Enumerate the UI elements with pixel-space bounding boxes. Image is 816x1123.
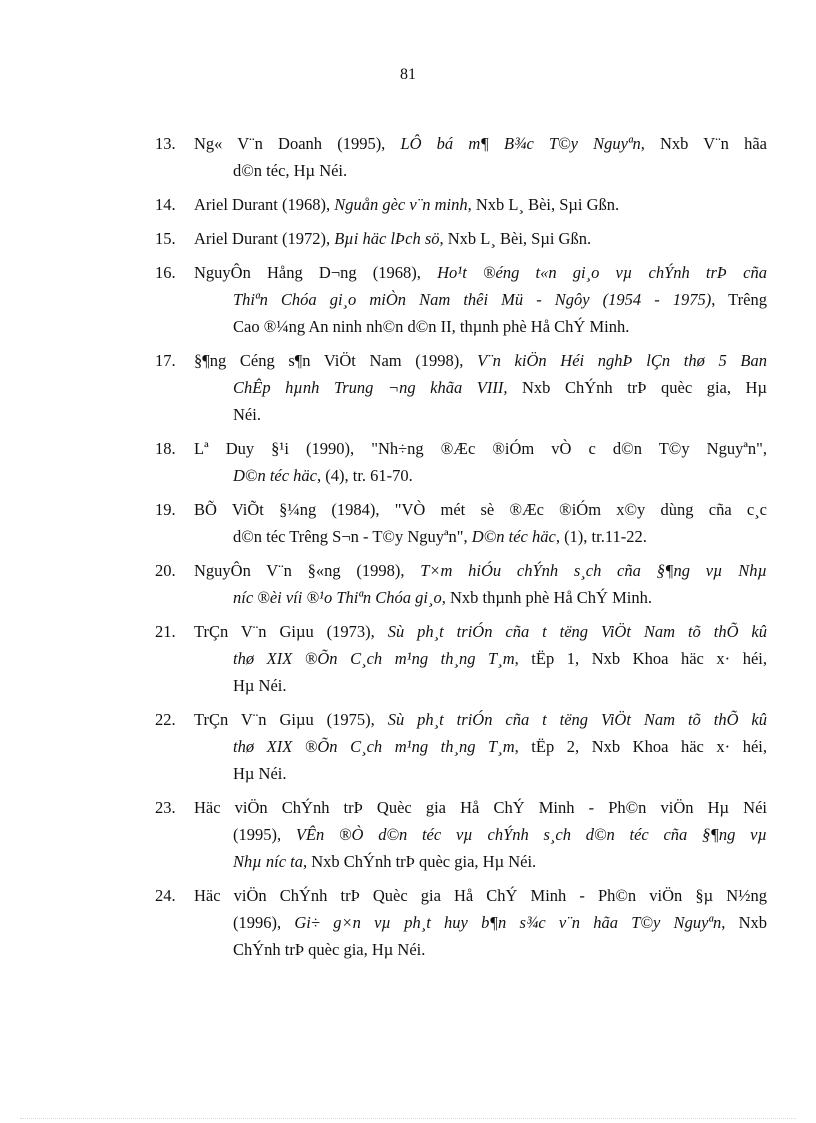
- reference-text: , Nxb L¸ Bèi, Sµi Gßn.: [467, 195, 620, 214]
- reference-title-text: D©n téc häc: [471, 527, 556, 546]
- reference-text: Häc viÖn ChÝnh trÞ Quèc gia Hå ChÝ Minh - Ph©n viÖn Hµ Néi: [194, 798, 767, 817]
- reference-number: 19.: [155, 500, 176, 519]
- reference-line: [194, 821, 767, 848]
- reference-text: Ariel Durant (1972),: [194, 229, 335, 248]
- reference-item: [155, 706, 767, 787]
- reference-number: 14.: [155, 195, 176, 214]
- reference-number: 16.: [155, 263, 176, 282]
- reference-text: Ariel Durant (1968),: [194, 195, 335, 214]
- reference-line: [194, 848, 767, 875]
- reference-title-text: V¨n kiÖn Héi nghÞ lÇn thø 5 Ban: [477, 351, 767, 370]
- reference-title-text: Gi÷ g×n vµ ph¸t huy b¶n s¾c v¨n hãa T©y Nguyªn: [294, 913, 722, 932]
- reference-line: [194, 584, 767, 611]
- reference-text: , tËp 2, Nxb Khoa häc x· héi,: [514, 737, 767, 756]
- reference-title-text: Sù ph¸t triÓn cña t tëng ViÖt Nam tõ thÕ kû: [387, 710, 768, 729]
- reference-line: [194, 523, 767, 550]
- reference-text: (1996),: [233, 913, 295, 932]
- reference-number: 23.: [155, 798, 176, 817]
- reference-text: Nxb ChÝnh trÞ quèc gia, Hµ: [507, 378, 767, 397]
- reference-title-text: Nguån gèc v¨n minh: [334, 195, 468, 214]
- reference-title-text: Bµi häc lÞch sö: [334, 229, 440, 248]
- reference-line: [194, 191, 767, 218]
- reference-item: [155, 225, 767, 252]
- reference-line: [194, 794, 767, 821]
- reference-text: , (1), tr.11-22.: [555, 527, 647, 546]
- reference-item: [155, 557, 767, 611]
- reference-title-text: Sù ph¸t triÓn cña t tëng ViÖt Nam tõ thÕ kû: [387, 622, 768, 641]
- reference-line: [194, 760, 767, 787]
- reference-line: [194, 618, 767, 645]
- reference-item: [155, 259, 767, 340]
- reference-number: 22.: [155, 710, 176, 729]
- reference-title-text: VÊn ®Ò d©n téc vµ chÝnh s¸ch d©n téc cña §¶ng vµ: [295, 825, 767, 844]
- reference-item: [155, 435, 767, 489]
- reference-line: [194, 706, 767, 733]
- reference-text: Ng« V¨n Doanh (1995),: [194, 134, 401, 153]
- reference-number: 13.: [155, 134, 176, 153]
- reference-item: [155, 794, 767, 875]
- reference-line: [194, 401, 767, 428]
- reference-line: [194, 462, 767, 489]
- reference-item: [155, 191, 767, 218]
- reference-text: NguyÔn Hång D¬ng (1968),: [194, 263, 438, 282]
- reference-text: , Nxb L¸ Bèi, Sµi Gßn.: [439, 229, 592, 248]
- reference-item: [155, 882, 767, 963]
- reference-text: , Nxb: [721, 913, 768, 932]
- reference-title-text: Thiªn Chóa gi¸o miÒn Nam thêi Mü - Ngôy (1954 - 1975): [233, 290, 712, 309]
- reference-line: [194, 225, 767, 252]
- reference-item: [155, 618, 767, 699]
- page-number: 81: [400, 66, 416, 83]
- reference-line: [194, 130, 767, 157]
- reference-text: d©n téc, Hµ Néi.: [233, 161, 348, 180]
- reference-title-text: thø XIX ®Õn C¸ch m¹ng th¸ng T¸m: [233, 649, 515, 668]
- reference-item: [155, 496, 767, 550]
- reference-text: d©n téc Trêng S¬n - T©y Nguyªn",: [233, 527, 472, 546]
- page-bottom-divider: [20, 1118, 796, 1119]
- reference-line: [194, 435, 767, 462]
- reference-text: , Trêng: [711, 290, 767, 309]
- reference-line: [194, 286, 767, 313]
- reference-item: [155, 347, 767, 428]
- reference-text: ChÝnh trÞ quèc gia, Hµ Néi.: [233, 940, 426, 959]
- reference-number: 15.: [155, 229, 176, 248]
- reference-text: , Nxb thµnh phè Hå ChÝ Minh.: [441, 588, 652, 607]
- reference-text: , tËp 1, Nxb Khoa häc x· héi,: [514, 649, 767, 668]
- reference-text: (1995),: [233, 825, 296, 844]
- reference-line: [194, 733, 767, 760]
- reference-line: [194, 936, 767, 963]
- reference-title-text: T×m hiÓu chÝnh s¸ch cña §¶ng vµ Nhµ: [420, 561, 768, 580]
- reference-title-text: LÔ bá m¶ B¾c T©y Nguyªn: [400, 134, 641, 153]
- reference-text: §¶ng Céng s¶n ViÖt Nam (1998),: [194, 351, 478, 370]
- reference-text: , (4), tr. 61-70.: [317, 466, 413, 485]
- reference-line: [194, 882, 767, 909]
- reference-text: Cao ®¼ng An ninh nh©n d©n II, thµnh phè Hå ChÝ Minh.: [233, 317, 630, 336]
- reference-list: [155, 130, 767, 970]
- reference-line: [194, 347, 767, 374]
- reference-number: 18.: [155, 439, 176, 458]
- reference-line: [194, 672, 767, 699]
- reference-title-text: níc ®èi víi ®¹o Thiªn Chóa gi¸o: [233, 588, 442, 607]
- reference-number: 21.: [155, 622, 176, 641]
- reference-number: 17.: [155, 351, 176, 370]
- reference-text: , Nxb V¨n hãa: [640, 134, 767, 153]
- reference-text: TrÇn V¨n Giµu (1975),: [194, 710, 388, 729]
- reference-line: [194, 313, 767, 340]
- reference-line: [194, 157, 767, 184]
- reference-title-text: thø XIX ®Õn C¸ch m¹ng th¸ng T¸m: [233, 737, 515, 756]
- reference-title-text: Ho¹t ®éng t«n gi¸o vµ chÝnh trÞ cña: [437, 263, 767, 282]
- reference-title-text: Nhµ níc ta: [233, 852, 304, 871]
- reference-number: 20.: [155, 561, 176, 580]
- reference-title-text: ChÊp hµnh Trung ¬ng khãa VIII,: [233, 378, 508, 397]
- reference-line: [194, 496, 767, 523]
- reference-text: Néi.: [233, 405, 261, 424]
- reference-text: Hµ Néi.: [233, 764, 287, 783]
- reference-text: BÕ ViÕt §¼ng (1984), "VÒ mét sè ®Æc ®iÓm x©y dùng cña c¸c: [194, 500, 767, 519]
- reference-text: , Nxb ChÝnh trÞ quèc gia, Hµ Néi.: [303, 852, 537, 871]
- reference-text: TrÇn V¨n Giµu (1973),: [194, 622, 388, 641]
- reference-line: [194, 374, 767, 401]
- reference-line: [194, 557, 767, 584]
- reference-item: [155, 130, 767, 184]
- reference-text: Häc viÖn ChÝnh trÞ Quèc gia Hå ChÝ Minh - Ph©n viÖn §µ N½ng: [194, 886, 767, 905]
- reference-number: 24.: [155, 886, 176, 905]
- reference-line: [194, 259, 767, 286]
- reference-line: [194, 909, 767, 936]
- reference-line: [194, 645, 767, 672]
- reference-title-text: D©n téc häc: [233, 466, 318, 485]
- reference-text: Hµ Néi.: [233, 676, 287, 695]
- reference-text: Lª Duy §¹i (1990), "Nh÷ng ®Æc ®iÓm vÒ c d©n T©y Nguyªn",: [194, 439, 767, 458]
- reference-text: NguyÔn V¨n §«ng (1998),: [194, 561, 421, 580]
